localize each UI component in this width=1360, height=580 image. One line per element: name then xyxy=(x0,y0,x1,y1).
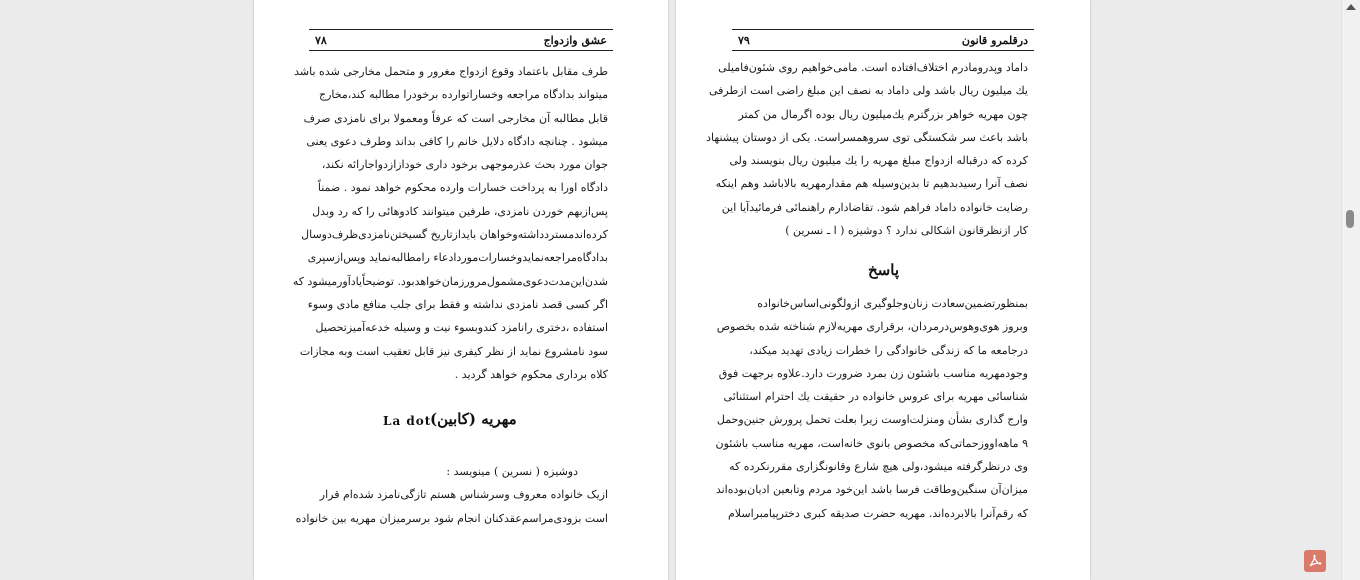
text-line: کار ازنظرقانون اشکالی ندارد ؟ دوشیزه ( ا ـ نسرین ) xyxy=(785,224,1028,238)
text-line: پس‌ازبهم خوردن نامزدی، طرفین میتوانند کادوهائی را که رد وبدل xyxy=(312,204,608,218)
text-line: استفاده ،دختری رانامزد کندوبسوء نیت و وسیله خدعه‌آمیزتحصیل xyxy=(315,321,608,335)
scrollbar-thumb[interactable] xyxy=(1346,210,1354,228)
text-line: شناسائی مهریه برای عروس خانواده در حقیقت یك احترام استثنائی xyxy=(723,390,1028,404)
section-heading-mahriyeh: مهریه (کابین) xyxy=(430,410,517,428)
text-line: سود نامشروع نماید از نظر کیفری نیز قابل تعقیب است وبه مجازات xyxy=(299,344,608,358)
text-line: درجامعه ما که زندگی خانوادگی را خطرات زیادی تهدید میکند، xyxy=(749,343,1028,357)
text-line: کرده‌اندمستردداشته‌وخواهان بایدازتاریخ گسیختن‌نامزدی‌ظرف‌دوسال xyxy=(301,228,608,242)
text-line: میتواند بدادگاه مراجعه وخساراتوارده برخودرا مطالبه کند،مخارج xyxy=(318,88,608,102)
pdf-file-icon[interactable] xyxy=(1304,550,1326,572)
text-line: میشود . چنانچه دادگاه دلایل خانم را کافی بداند وطرف دعوی یعنی xyxy=(306,134,608,148)
text-line: وجودمهریه مناسب باشئون زن بمرد ضرورت دارد.علاوه برجهت فوق xyxy=(718,366,1028,380)
letter-text xyxy=(295,460,608,530)
text-line: وارج گذاری بشأن ومنزلت‌اوست زیرا بعلت تحمل پرورش جنین‌وحمل xyxy=(716,413,1028,427)
text-line: یك میلیون ریال باشد ولی داماد به نصف این مبلغ راضی است ازطرفی xyxy=(709,84,1028,98)
text-line: رضایت خانواده داماد فراهم شود. تقاضادارم راهنمائی فرمائیدآیا این xyxy=(721,200,1028,214)
page-78 xyxy=(254,0,668,580)
page-number: ۷۸ xyxy=(315,33,327,47)
text-line: کلاه برداری محکوم خواهد گردید . xyxy=(454,367,608,381)
text-line: وبروز هوی‌وهوس‌درمردان، برقراری مهریه‌لازم شناخته شده بخصوص xyxy=(716,320,1028,334)
section-heading-answer: پاسخ xyxy=(868,261,899,279)
text-line: دوشیزه ( نسرین ) مینویسد : xyxy=(446,465,578,478)
body-text xyxy=(292,60,608,386)
running-title: درقلمرو قانون xyxy=(961,33,1028,47)
text-line: نصف آنرا رسیدبدهیم تا بدین‌وسیله هم مقدارمهریه بالاباشد وهم اینکه xyxy=(715,177,1028,191)
running-title: عشق وازدواج xyxy=(543,33,607,47)
section-heading-latin: La dot xyxy=(383,414,432,428)
text-line: چون مهریه خواهر بزرگترم یك‌میلیون ریال بوده اگرمال من کمتر xyxy=(738,107,1028,121)
answer-text xyxy=(715,292,1028,525)
text-line: که رقم‌آنرا بالابرده‌اند. مهریه حضرت صدیقه کبری دخترپیامبراسلام xyxy=(728,506,1028,520)
page-79 xyxy=(676,0,1090,580)
text-line: شدن‌این‌مدت‌دعوی‌مشمول‌مرورزمان‌خواهدبود. توضیحاًیادآورمیشود که xyxy=(292,274,608,288)
text-line: اگر کسی قصد نامزدی نداشته و فقط برای جلب منافع مادی وسوء xyxy=(307,297,608,311)
text-line: کرده که درقباله ازدواج مبلغ مهریه را یك میلیون ریال بنویسند ولی xyxy=(729,154,1028,168)
text-line: میزان‌آن سنگین‌وطاقت فرسا باشد این‌خود مردم وتابعین ادیان‌بوده‌اند xyxy=(715,483,1028,497)
scroll-up-arrow-icon[interactable] xyxy=(1346,4,1356,10)
text-line: ۹ ماهه‌اووزحماتی‌که مخصوص بانوی خانه‌است، مهریه مناسب باشئون xyxy=(715,436,1028,450)
text-line: وی درنظرگرفته میشود،ولی هیچ شارع وقانونگزاری مقررنکرده که xyxy=(729,460,1028,474)
text-line: است بزودی‌مراسم‌عقدکنان انجام شود برسرمیزان مهریه بین خانواده xyxy=(295,511,608,525)
body-text xyxy=(706,56,1028,242)
text-line: ازیک خانواده معروف وسرشناس هستم تازگی‌نامزد شده‌ام قرار xyxy=(319,488,608,502)
vertical-scrollbar[interactable] xyxy=(1341,0,1360,580)
page-header xyxy=(732,29,1034,51)
text-line: بدادگاه‌مراجعه‌نمایدوخسارات‌موردادعاء رامطالبه‌نماید وپس‌ازسپری xyxy=(307,251,608,265)
text-line: طرف مقابل باعتماد وقوع ازدواج مغرور و متحمل مخارجی شده باشد xyxy=(294,65,608,78)
text-line: دادگاه اورا به پرداخت خسارات وارده محکوم خواهد نمود . ضمناً xyxy=(317,181,608,195)
text-line: جوان مورد بحث عذرموجهی برخود داری خودازازدواجارائه نکند، xyxy=(321,158,608,172)
pdf-glyph-icon xyxy=(1308,554,1322,568)
page-number: ۷۹ xyxy=(738,33,750,47)
text-line: باشد باعث سر شکستگی توی سروهمسراست. یکی از دوستان پیشنهاد xyxy=(706,130,1028,144)
page-header xyxy=(309,29,613,51)
text-line: قابل مطالبه آن مخارجی است که عرفاً ومعمولا برای نامزدی صرف xyxy=(303,111,608,125)
text-line: بمنظورتضمین‌سعادت زنان‌وجلوگیری ازولگونی‌اساس‌خانواده xyxy=(757,297,1028,310)
text-line: داماد وپدروما‌درم اختلاف‌افتاده است. مامی‌خواهیم روی شئون‌فامیلی xyxy=(718,61,1028,74)
